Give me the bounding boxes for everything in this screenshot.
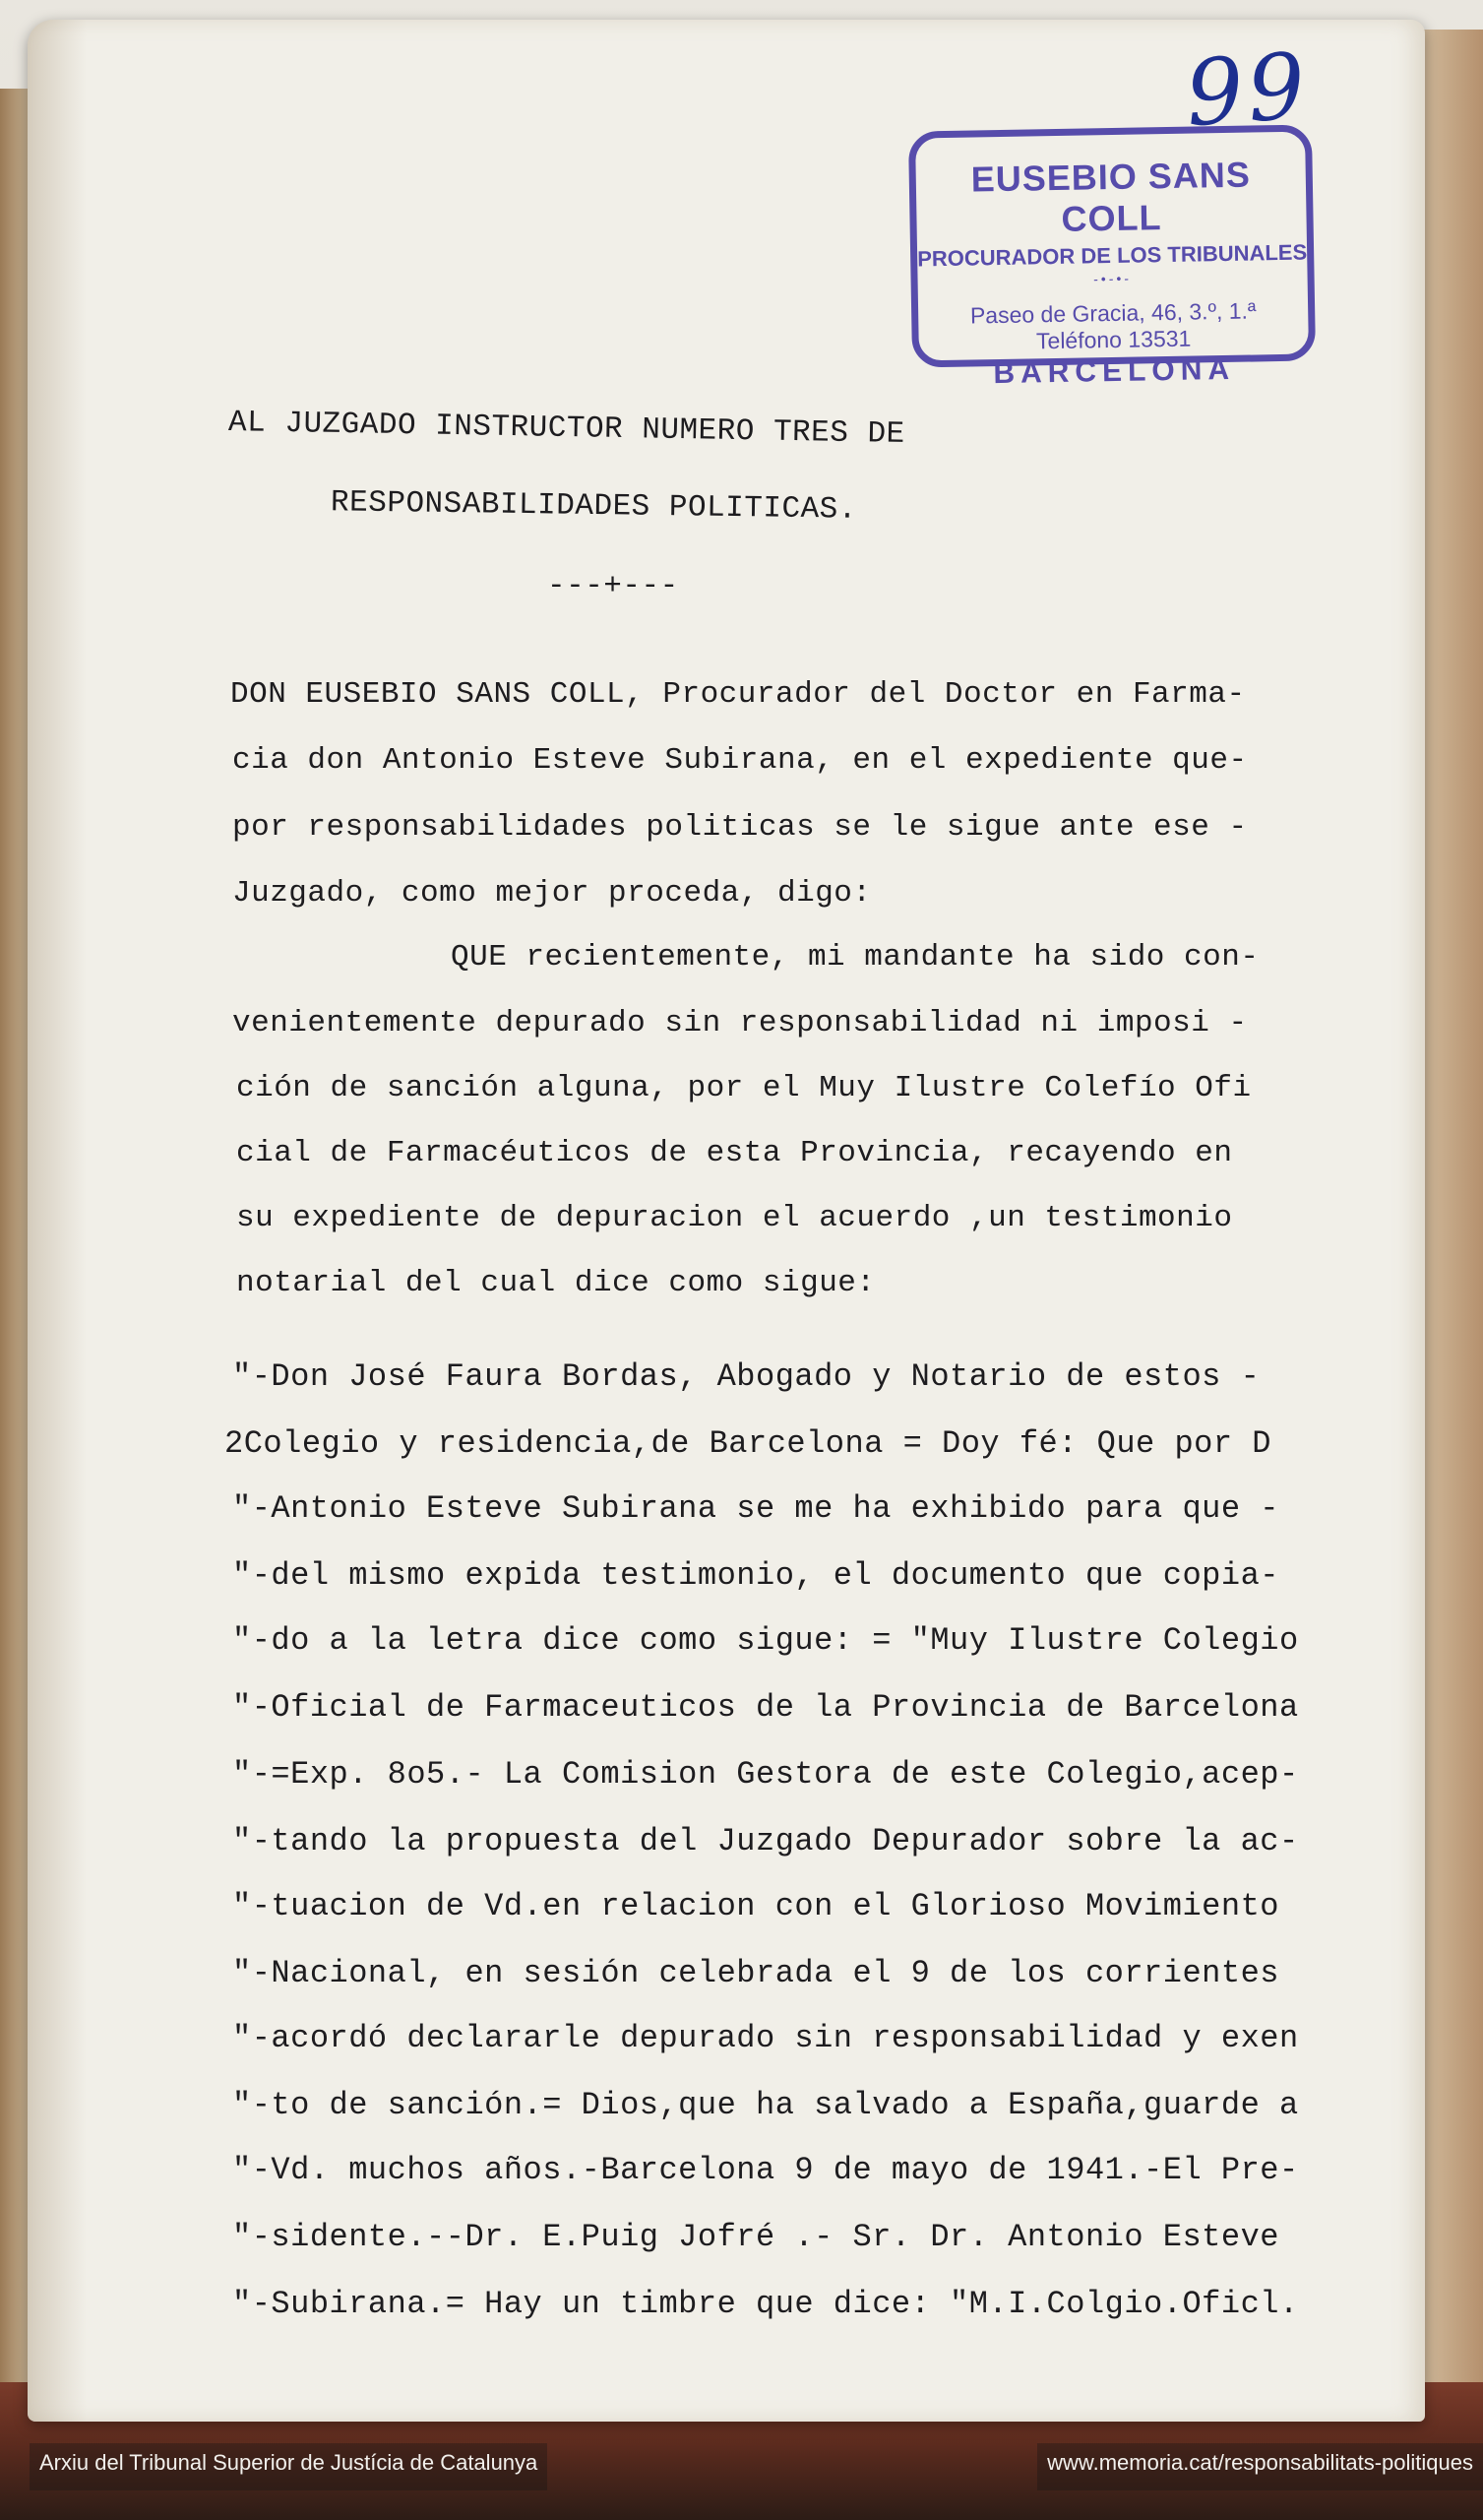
document-line: "-del mismo expida testimonio, el documento que copia- <box>232 1557 1279 1594</box>
document-line: por responsabilidades politicas se le sigue ante ese - <box>232 810 1248 845</box>
document-line: "-to de sanción.= Dios,que ha salvado a España,guarde a <box>232 2087 1299 2123</box>
stamp-title: PROCURADOR DE LOS TRIBUNALES <box>916 239 1308 272</box>
document-line: "-Don José Faura Bordas, Abogado y Notario de estos - <box>232 1358 1261 1395</box>
stamp-phone: Teléfono 13531 <box>1035 325 1192 354</box>
document-line: "-sidente.--Dr. E.Puig Jofré .- Sr. Dr. Antonio Esteve <box>232 2219 1279 2255</box>
document-line: "-Subirana.= Hay un timbre que dice: "M.I.Colgio.Oficl. <box>232 2286 1299 2322</box>
document-line: "-Nacional, en sesión celebrada el 9 de los corrientes <box>232 1955 1279 1991</box>
document-line: Juzgado, como mejor proceda, digo: <box>232 876 872 911</box>
heading-line-1: AL JUZGADO INSTRUCTOR NUMERO TRES DE <box>227 406 905 452</box>
document-line: "-Antonio Esteve Subirana se me ha exhibido para que - <box>232 1490 1279 1527</box>
website-credit: www.memoria.cat/responsabilitats-politiques <box>1037 2443 1483 2490</box>
document-line: DON EUSEBIO SANS COLL, Procurador del Doctor en Farma- <box>230 677 1246 712</box>
document-line: QUE recientemente, mi mandante ha sido con- <box>451 940 1260 975</box>
stamp-separator: -•-•- <box>1093 270 1133 287</box>
document-line: cia don Antonio Esteve Subirana, en el expediente que- <box>232 743 1248 778</box>
stamp-address: Paseo de Gracia, 46, 3.º, 1.ª <box>969 297 1257 329</box>
stamp-name: EUSEBIO SANS COLL <box>970 154 1252 239</box>
document-line: su expediente de depuracion el acuerdo ,un testimonio <box>236 1201 1233 1235</box>
folio-number: 99 <box>1182 32 1313 148</box>
document-line: "-tuacion de Vd.en relacion con el Glorioso Movimiento <box>232 1888 1279 1924</box>
document-line: 2Colegio y residencia,de Barcelona = Doy fé: Que por D <box>224 1425 1271 1462</box>
document-line: notarial del cual dice como sigue: <box>236 1266 876 1300</box>
document-line: "-Vd. muchos años.-Barcelona 9 de mayo de 1941.-El Pre- <box>232 2152 1299 2188</box>
stamp-city: BARCELONA <box>993 352 1236 391</box>
document-line: "-do a la letra dice como sigue: = "Muy Ilustre Colegio <box>232 1622 1299 1659</box>
document-line: cial de Farmacéuticos de esta Provincia, recayendo en <box>236 1136 1233 1170</box>
document-line: ción de sanción alguna, por el Muy Ilustre Colefío Ofi <box>236 1071 1252 1105</box>
document-line: venientemente depurado sin responsabilidad ni imposi - <box>232 1006 1248 1040</box>
document-line: "-tando la propuesta del Juzgado Depurador sobre la ac- <box>232 1823 1299 1859</box>
document-line: "-acordó declararle depurado sin responsabilidad y exen <box>232 2020 1299 2056</box>
heading-separator: ---+--- <box>547 569 679 603</box>
heading-line-2: RESPONSABILIDADES POLITICAS. <box>330 485 858 528</box>
document-line: "-Oficial de Farmaceuticos de la Provincia de Barcelona <box>232 1689 1299 1726</box>
document-line: "-=Exp. 8o5.- La Comision Gestora de este Colegio,acep- <box>232 1756 1299 1793</box>
archive-credit: Arxiu del Tribunal Superior de Justícia de Catalunya <box>30 2443 547 2490</box>
procurador-stamp <box>908 124 1316 391</box>
